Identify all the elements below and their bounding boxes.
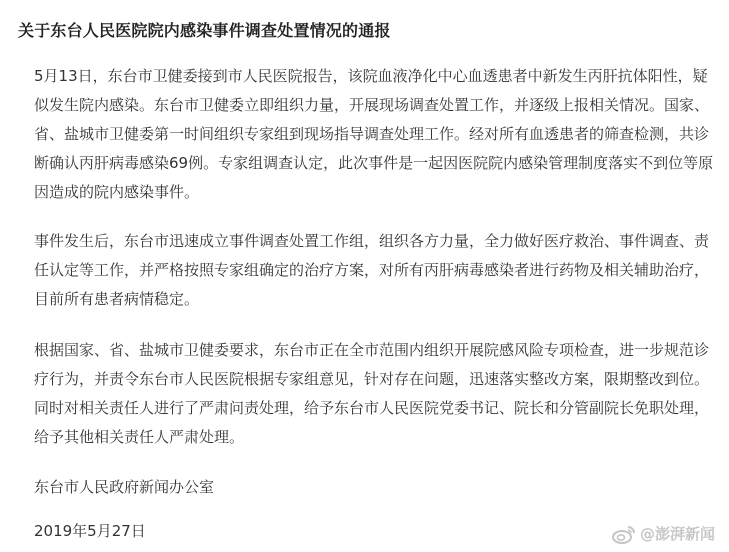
- weibo-icon: [612, 524, 636, 544]
- watermark: [612, 523, 715, 544]
- paragraph-incident-report: 5月13日，东台市卫健委接到市人民医院报告，该院血液净化中心血透患者中新发生丙肝抗体阳性，疑似发生院内感染。东台市卫健委立即组织力量，开展现场调查处置工作，并逐级上报相关情况。国家、省、盐城市卫健委第一时间组织专家组到现场指导调查处理工作。经对所有血透患者的筛查检测，共诊断确认丙肝病毒感染69例。专家组调查认定，此次事件是一起因医院院内感染管理制度落实不到位等原因造成的院内感染事件。: [34, 67, 714, 201]
- issue-date: 2019年5月27日: [34, 522, 146, 540]
- paragraph-response: 事件发生后，东台市迅速成立事件调查处置工作组，组织各方力量，全力做好医疗救治、事件调查、责任认定等工作，并严格按照专家组确定的治疗方案，对所有丙肝病毒感染者进行药物及相关辅助治疗，目前所有患者病情稳定。: [34, 232, 710, 308]
- notice-title: 关于东台人民医院院内感染事件调查处置情况的通报: [18, 21, 391, 40]
- issuer-signature: 东台市人民政府新闻办公室: [34, 478, 215, 496]
- watermark-text: @澎湃新闻: [639, 525, 715, 543]
- paragraph-accountability: 根据国家、省、盐城市卫健委要求，东台市正在全市范围内组织开展院感风险专项检查，进一步规范诊疗行为，并责令东台市人民医院根据专家组意见，针对存在问题，迅速落实整改方案，限期整改到位。同时对相关责任人进行了严肃问责处理，给予东台市人民医院党委书记、院长和分管副院长免职处理，给予其他相关责任人严肃处理。: [34, 341, 710, 446]
